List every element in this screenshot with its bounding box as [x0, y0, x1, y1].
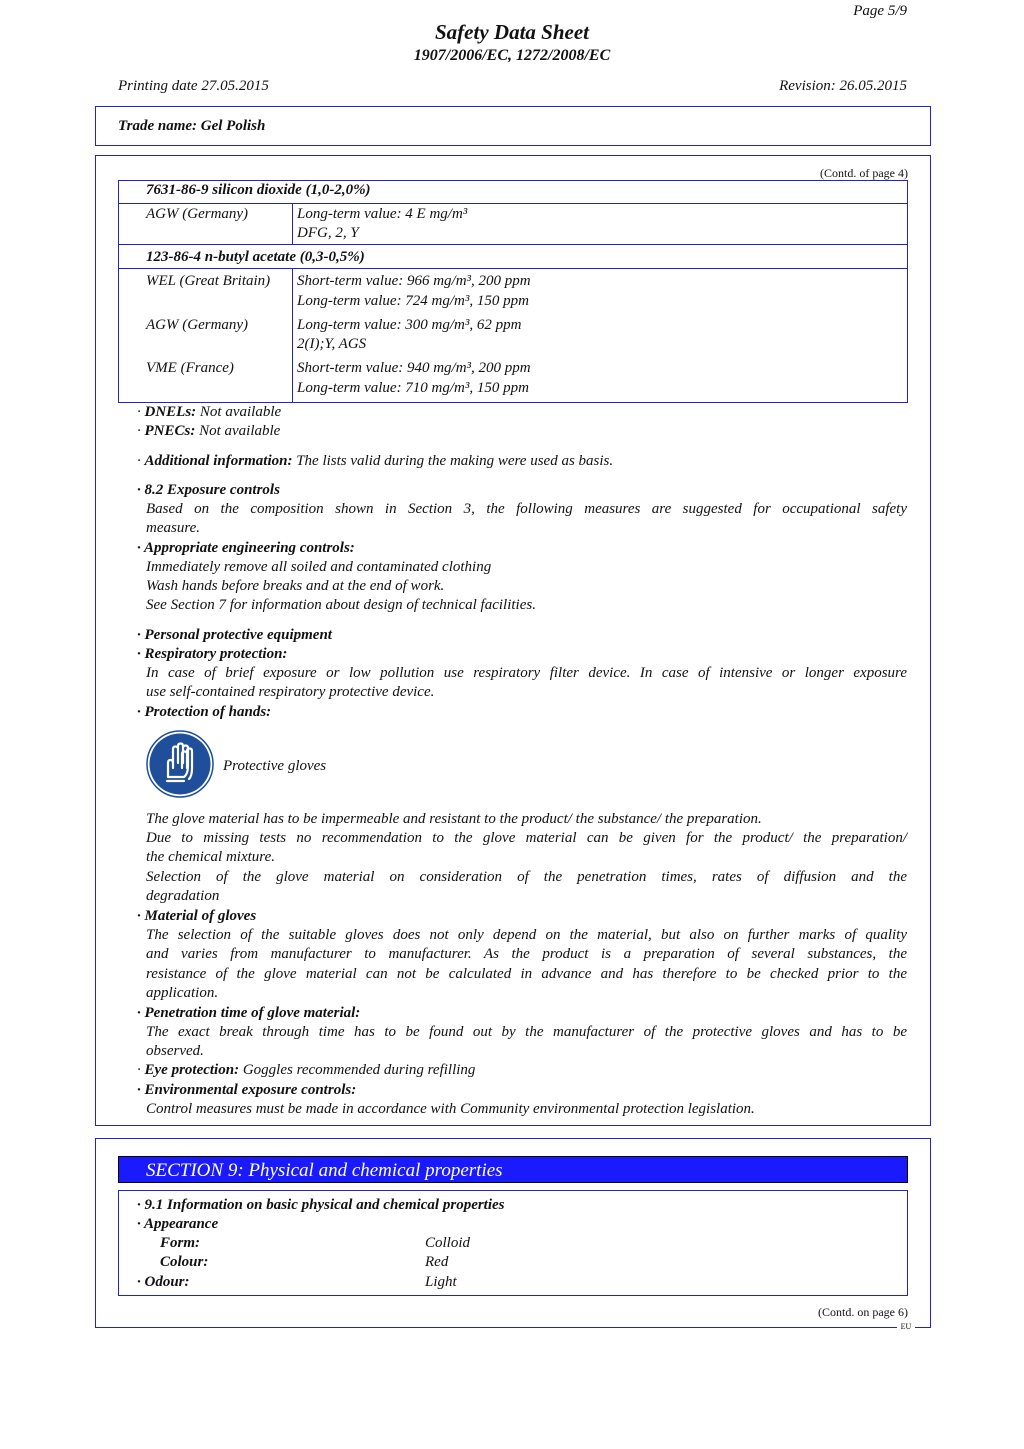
substance-silicon-dioxide: 7631-86-9 silicon dioxide (1,0-2,0%) — [146, 182, 371, 198]
substance-n-butyl-acetate: 123-86-4 n-butyl acetate (0,3-0,5%) — [146, 249, 365, 265]
exposure-controls-heading: · 8.2 Exposure controls — [137, 482, 280, 498]
table-divider — [118, 203, 908, 204]
limit-value: Short-term value: 940 mg/m³, 200 ppm — [297, 360, 531, 376]
engineering-controls-heading: · Appropriate engineering controls: — [137, 540, 355, 556]
additional-information: · Additional information: The lists valid during the making were used as basis. — [137, 453, 614, 469]
table-column-divider — [292, 203, 293, 244]
trade-name-box — [95, 106, 931, 146]
revision-date: Revision: 26.05.2015 — [779, 78, 907, 94]
dnels-row: · DNELs: Not available — [137, 404, 282, 420]
engineering-controls-text: Immediately remove all soiled and contaminated clothing — [146, 559, 492, 575]
appearance-heading: · Appearance — [137, 1216, 219, 1232]
exposure-controls-text: Based on the composition shown in Section 3, the following measures are suggested for occupational safety — [146, 501, 907, 517]
limit-country: AGW (Germany) — [146, 317, 249, 333]
glove-text: Due to missing tests no recommendation to the glove material can be given for the product/ the preparation/ — [146, 830, 907, 846]
ppe-heading: · Personal protective equipment — [137, 627, 332, 643]
limit-value: 2(I);Y, AGS — [297, 336, 367, 352]
section-9-heading: SECTION 9: Physical and chemical properties — [118, 1156, 908, 1183]
limit-value: Long-term value: 724 mg/m³, 150 ppm — [297, 293, 529, 309]
gloves-caption: Protective gloves — [223, 758, 327, 774]
glove-text: the chemical mixture. — [146, 849, 275, 865]
limit-country: WEL (Great Britain) — [146, 273, 271, 289]
colour-label: Colour: — [160, 1254, 209, 1270]
exposure-controls-text: measure. — [146, 520, 201, 536]
basic-properties-heading: · 9.1 Information on basic physical and chemical properties — [137, 1197, 505, 1213]
pnecs-row: · PNECs: Not available — [137, 423, 281, 439]
limit-country: VME (France) — [146, 360, 234, 376]
printing-date: Printing date 27.05.2015 — [118, 78, 269, 94]
continued-on: (Contd. on page 6) — [818, 1305, 908, 1319]
penetration-text: The exact break through time has to be found out by the manufacturer of the protective gloves and has to be — [146, 1024, 907, 1040]
respiratory-text: use self-contained respiratory protective device. — [146, 684, 435, 700]
odour-label: · Odour: — [137, 1274, 190, 1290]
form-value: Colloid — [425, 1235, 471, 1251]
document-title: Safety Data Sheet — [435, 20, 589, 44]
environmental-heading: · Environmental exposure controls: — [137, 1082, 357, 1098]
eu-footer-tag: EU — [897, 1322, 915, 1332]
table-divider — [118, 268, 908, 269]
colour-value: Red — [425, 1254, 449, 1270]
environmental-text: Control measures must be made in accordance with Community environmental protection legislation. — [146, 1101, 755, 1117]
page-number: Page 5/9 — [853, 3, 907, 19]
respiratory-text: In case of brief exposure or low pollution use respiratory filter device. In case of intensive or longer exposure — [146, 665, 907, 681]
material-gloves-text: application. — [146, 985, 219, 1001]
penetration-heading: · Penetration time of glove material: — [137, 1005, 361, 1021]
odour-value: Light — [425, 1274, 457, 1290]
limit-value: Long-term value: 300 mg/m³, 62 ppm — [297, 317, 522, 333]
material-gloves-text: and varies from manufacturer to manufacturer. As the product is a preparation of several substances, the — [146, 946, 907, 962]
table-column-divider — [292, 268, 293, 403]
table-divider — [118, 244, 908, 245]
gloves-icon — [146, 730, 214, 798]
glove-text: degradation — [146, 888, 220, 904]
limit-country: AGW (Germany) — [146, 206, 249, 222]
engineering-controls-text: Wash hands before breaks and at the end of work. — [146, 578, 445, 594]
trade-name: Trade name: Gel Polish — [118, 118, 266, 134]
limit-value: DFG, 2, Y — [297, 225, 359, 241]
regulation-reference: 1907/2006/EC, 1272/2008/EC — [413, 47, 611, 64]
limit-value: Short-term value: 966 mg/m³, 200 ppm — [297, 273, 531, 289]
continued-from: (Contd. of page 4) — [820, 166, 908, 180]
limit-value: Long-term value: 710 mg/m³, 150 ppm — [297, 380, 529, 396]
respiratory-heading: · Respiratory protection: — [137, 646, 288, 662]
material-gloves-heading: · Material of gloves — [137, 908, 257, 924]
eye-protection: · Eye protection: Goggles recommended during refilling — [137, 1062, 476, 1078]
material-gloves-text: The selection of the suitable gloves does not only depend on the material, but also on further marks of quality — [146, 927, 907, 943]
glove-text: Selection of the glove material on consideration of the penetration times, rates of diffusion and the — [146, 869, 907, 885]
form-label: Form: — [160, 1235, 201, 1251]
material-gloves-text: resistance of the glove material can not be calculated in advance and has therefore to be checked prior to the — [146, 966, 907, 982]
hands-heading: · Protection of hands: — [137, 704, 272, 720]
glove-text: The glove material has to be impermeable and resistant to the product/ the substance/ the preparation. — [146, 811, 762, 827]
limit-value: Long-term value: 4 E mg/m³ — [297, 206, 468, 222]
penetration-text: observed. — [146, 1043, 204, 1059]
engineering-controls-text: See Section 7 for information about design of technical facilities. — [146, 597, 536, 613]
